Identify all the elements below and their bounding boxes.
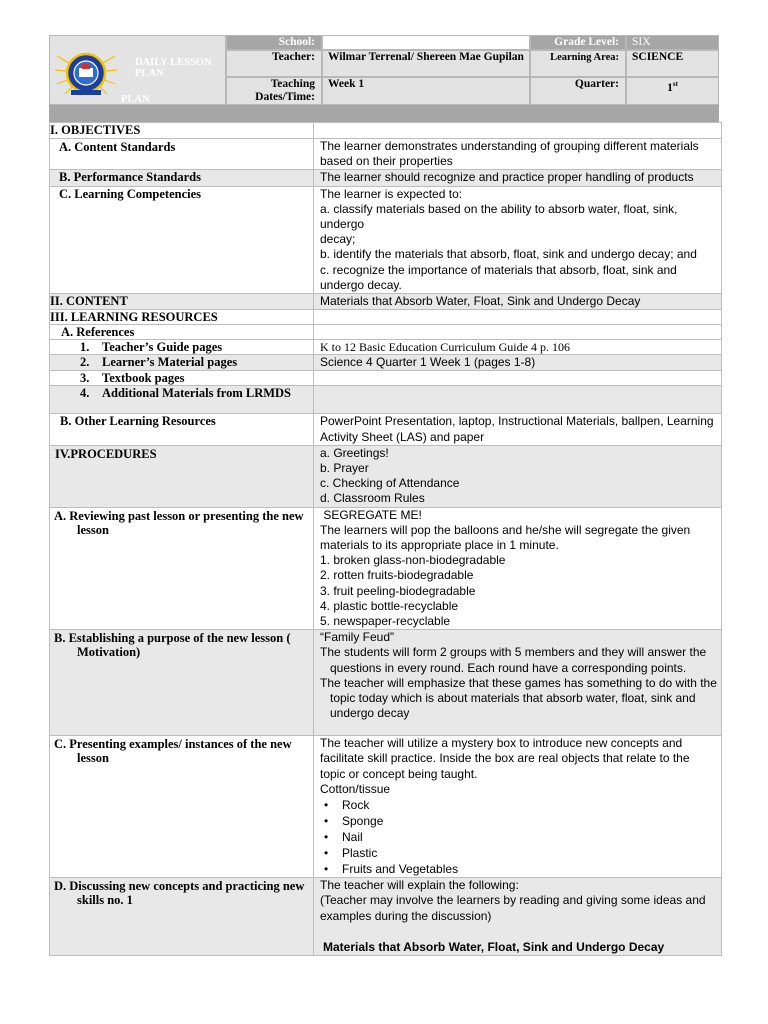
learning-area-value: SCIENCE bbox=[626, 50, 719, 77]
list-item: • Nail bbox=[320, 829, 718, 845]
table-row bbox=[50, 414, 722, 445]
list-item: c. recognize the importance of materials that absorb, float, sink and undergo decay. bbox=[320, 262, 677, 292]
paragraph: The teacher will explain the following: bbox=[320, 878, 519, 893]
table-row bbox=[50, 355, 722, 371]
table-row bbox=[50, 170, 722, 186]
purpose-lesson-label: B. Establishing a purpose of the new lesson ( Motivation) bbox=[54, 631, 291, 660]
list-item: 5. newspaper-recyclable bbox=[320, 614, 451, 629]
reviewing-lesson-label: A. Reviewing past lesson or presenting the new lesson bbox=[54, 508, 304, 537]
header-block bbox=[49, 35, 719, 122]
school-seal-icon bbox=[55, 46, 117, 102]
quarter-label: Quarter: bbox=[530, 77, 626, 105]
table-row bbox=[50, 630, 722, 736]
table-row bbox=[50, 507, 722, 630]
objectives-heading: I. OBJECTIVES bbox=[50, 123, 141, 137]
content-heading: II. CONTENT bbox=[50, 294, 128, 309]
teaching-dates-label: Teaching Dates/Time: bbox=[226, 77, 322, 105]
list-item: The learners will pop the balloons and he/she will segregate the given materials to its appropriate place in 1 minute. bbox=[320, 522, 691, 553]
paragraph: (Teacher may involve the learners by reading and giving some ideas and examples during the discussion) bbox=[320, 893, 706, 923]
teacher-value: Wilmar Terrenal/ Shereen Mae Gupilan bbox=[322, 50, 530, 77]
school-label: School: bbox=[226, 35, 322, 50]
paragraph: The teacher will emphasize that these games has something to do with the topic today which is about materials that absorb water, float, sink and undergo decay bbox=[320, 675, 717, 721]
list-item: decay; bbox=[320, 232, 356, 247]
table-row bbox=[50, 736, 722, 878]
reviewing-lesson-value bbox=[314, 508, 721, 630]
learning-competencies-value bbox=[314, 187, 721, 293]
textbook-pages-label: 3. Textbook pages bbox=[80, 371, 185, 386]
logo-subtitle: PLAN bbox=[121, 94, 150, 105]
lesson-table bbox=[49, 122, 722, 956]
learning-area-label: Learning Area: bbox=[530, 50, 626, 77]
list-item: 4. plastic bottle-recyclable bbox=[320, 598, 459, 613]
procedures-intro bbox=[314, 446, 721, 507]
other-resources-label: B. Other Learning Resources bbox=[60, 414, 216, 429]
list-item: • Fruits and Vegetables bbox=[320, 861, 718, 877]
school-value bbox=[322, 35, 530, 50]
list-item: d. Classroom Rules bbox=[320, 491, 425, 506]
list-item: c. Checking of Attendance bbox=[320, 476, 460, 491]
list-item: 1. broken glass-non-biodegradable bbox=[320, 553, 506, 568]
table-row bbox=[50, 878, 722, 956]
presenting-examples-value bbox=[314, 736, 721, 877]
table-row bbox=[50, 340, 722, 355]
teachers-guide-value: K to 12 Basic Education Curriculum Guide 4 p. 106 bbox=[320, 340, 570, 355]
list-item: • Sponge bbox=[320, 813, 718, 829]
list-item: 3. fruit peeling-biodegradable bbox=[320, 583, 476, 598]
other-resources-value: PowerPoint Presentation, laptop, Instructional Materials, ballpen, Learning Activity Sheet (LAS) and paper bbox=[320, 414, 714, 444]
quarter-value: 1st bbox=[626, 77, 719, 105]
performance-standards-label: B. Performance Standards bbox=[59, 170, 201, 185]
teacher-label: Teacher: bbox=[226, 50, 322, 77]
procedures-heading: IV.PROCEDURES bbox=[55, 446, 157, 461]
table-row bbox=[50, 123, 722, 139]
purpose-lesson-value bbox=[314, 630, 721, 721]
list-item: • Plastic bbox=[320, 845, 718, 861]
list-item: SEGREGATE ME! bbox=[320, 507, 422, 522]
performance-standards-value: The learner should recognize and practice proper handling of products bbox=[320, 170, 694, 185]
list-item: b. identify the materials that absorb, float, sink and undergo decay; and bbox=[320, 247, 697, 262]
grade-level-label: Grade Level: bbox=[530, 35, 626, 50]
table-row bbox=[50, 371, 722, 386]
table-row bbox=[50, 310, 722, 325]
table-row bbox=[50, 139, 722, 170]
table-row bbox=[50, 445, 722, 507]
learners-material-label: 2. Learner’s Material pages bbox=[80, 355, 238, 370]
paragraph: The teacher will utilize a mystery box to introduce new concepts and facilitate skill practice. Inside the box are real objects that relate to the topic or concept being taught. bbox=[320, 736, 690, 781]
teaching-dates-value: Week 1 bbox=[322, 77, 530, 105]
list-item: 2. rotten fruits-biodegradable bbox=[320, 568, 474, 583]
list-item: Cotton/tissue bbox=[320, 781, 391, 796]
learners-material-value: Science 4 Quarter 1 Week 1 (pages 1-8) bbox=[320, 355, 536, 370]
list-item: The learner is expected to: bbox=[320, 186, 463, 201]
additional-materials-label: 4. Additional Materials from LRMDS bbox=[80, 386, 291, 401]
list-item: b. Prayer bbox=[320, 461, 369, 476]
header-band bbox=[49, 105, 719, 122]
learning-resources-heading: III. LEARNING RESOURCES bbox=[50, 310, 218, 325]
table-row bbox=[50, 294, 722, 310]
table-row bbox=[50, 186, 722, 293]
discussing-concepts-value bbox=[314, 878, 721, 955]
content-standards-label: A. Content Standards bbox=[59, 140, 176, 154]
list-item: • Rock bbox=[320, 797, 718, 813]
content-value: Materials that Absorb Water, Float, Sink and Undergo Decay bbox=[320, 294, 641, 309]
presenting-examples-label: C. Presenting examples/ instances of the new lesson bbox=[54, 737, 292, 766]
paragraph: The students will form 2 groups with 5 members and they will answer the questions in every round. Each round have a corresponding points. bbox=[320, 645, 707, 675]
references-label: A. References bbox=[61, 325, 135, 340]
learning-competencies-label: C. Learning Competencies bbox=[59, 186, 201, 201]
logo-title: DAILY LESSON PLAN bbox=[135, 57, 212, 79]
table-row bbox=[50, 386, 722, 414]
teachers-guide-label: 1. Teacher’s Guide pages bbox=[80, 340, 223, 355]
grade-level-value: SIX bbox=[626, 35, 719, 50]
content-standards-value: The learner demonstrates understanding of grouping different materials based on their properties bbox=[320, 139, 699, 169]
spacer bbox=[320, 924, 718, 940]
section-title: Materials that Absorb Water, Float, Sink and Undergo Decay bbox=[323, 939, 665, 954]
activity-title: “Family Feud” bbox=[320, 630, 395, 645]
table-row bbox=[50, 325, 722, 340]
list-item: a. classify materials based on the ability to absorb water, float, sink, undergo bbox=[320, 201, 678, 232]
discussing-concepts-label: D. Discussing new concepts and practicing new skills no. 1 bbox=[54, 879, 305, 908]
list-item: a. Greetings! bbox=[320, 445, 389, 460]
